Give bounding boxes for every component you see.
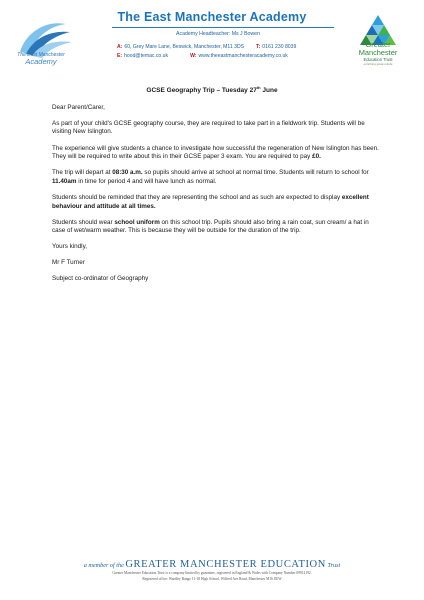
trust-logo-line3: Education Trust	[363, 57, 393, 62]
letter-title: GCSE Geography Trip – Tuesday 27th June	[146, 85, 278, 95]
trust-logo-line2: Manchester	[358, 48, 398, 57]
headteacher-line: Academy Headteacher: Ms J Bowen	[176, 31, 260, 37]
trust-footer	[0, 554, 424, 572]
footer-trust-name: GREATER MANCHESTER EDUCATION	[125, 559, 326, 570]
paragraph-behaviour: Students should be reminded that they are representing the school and as such are expected to display excellent behaviour and attitude at all times.	[52, 193, 369, 210]
uniform-emphasis: school uniform	[114, 218, 160, 226]
signatory-name: Mr F Turner	[52, 259, 85, 267]
behaviour-emphasis: excellent behaviour and attitude at all times.	[52, 193, 369, 210]
paragraph-cost: The experience will give students a chance to investigate how successful the regeneration of New Islington has been. They will be required to write about this in their GCSE paper 3 exam. You are required to pay £0.	[52, 144, 379, 161]
trust-tagline: enriching great minds	[363, 62, 393, 66]
contact-line-address-phone	[117, 44, 296, 50]
email-label: E:	[117, 53, 123, 59]
paragraph-timings: The trip will depart at 08:30 a.m. so pupils should arrive at school at normal time. Students will return to school for 11.40am in time for period 4 and will have lunch as normal.	[52, 169, 369, 185]
signatory-role: Subject co-ordinator of Geography	[52, 275, 149, 283]
paragraph-intro: As part of your child's GCSE geography course, they are required to take part in a fieldwork trip. Students will be visiting New Islington.	[52, 119, 365, 136]
letter-body	[52, 84, 382, 292]
trust-name-logo	[340, 41, 416, 57]
academy-logo-line1: The East Manchester	[17, 52, 65, 58]
header-divider	[112, 27, 334, 28]
website-link[interactable]: www.theeastmanchesteracademy.co.uk	[198, 53, 288, 59]
contact-line-email-web	[117, 53, 288, 59]
website-label: W:	[190, 53, 197, 59]
email-link[interactable]: hood@temac.co.uk	[124, 53, 169, 59]
salutation: Dear Parent/Carer,	[52, 103, 105, 111]
academy-logo-line2: Academy	[25, 57, 57, 66]
return-time: 11.40am	[52, 177, 77, 185]
footer-prefix: a member of the	[83, 562, 126, 569]
telephone-label: T:	[256, 44, 261, 50]
departure-time: 08:30 a.m.	[112, 169, 143, 177]
trust-logo-line1: Greater	[365, 40, 391, 49]
address-text: 60, Grey Mare Lane, Beswick, Manchester, M11 3DS	[124, 44, 245, 50]
academy-logo-text	[6, 52, 76, 66]
footer-fine-print-2: Registered office: Wardley Range 11-18 High School, Wilfred Ave Road, Manchester M16 8UW	[142, 577, 282, 581]
closing: Yours kindly,	[52, 243, 88, 251]
telephone-text: 0161 230 8039	[262, 44, 297, 50]
school-name: The East Manchester Academy	[117, 10, 307, 24]
paragraph-uniform: Students should wear school uniform on this school trip. Pupils should also bring a rain coat, sun cream/ a hat in case of wet/warm weather. This is because they will be outside for the duration of the trip.	[52, 218, 369, 235]
footer-fine-print-1: Greater Manchester Education Trust is a company limited by guarantee, registered in England & Wales with Company Number 09912192.	[112, 571, 312, 575]
footer-suffix: Trust	[325, 562, 341, 569]
address-label: A:	[117, 44, 123, 50]
cost-amount: £0.	[312, 153, 321, 161]
